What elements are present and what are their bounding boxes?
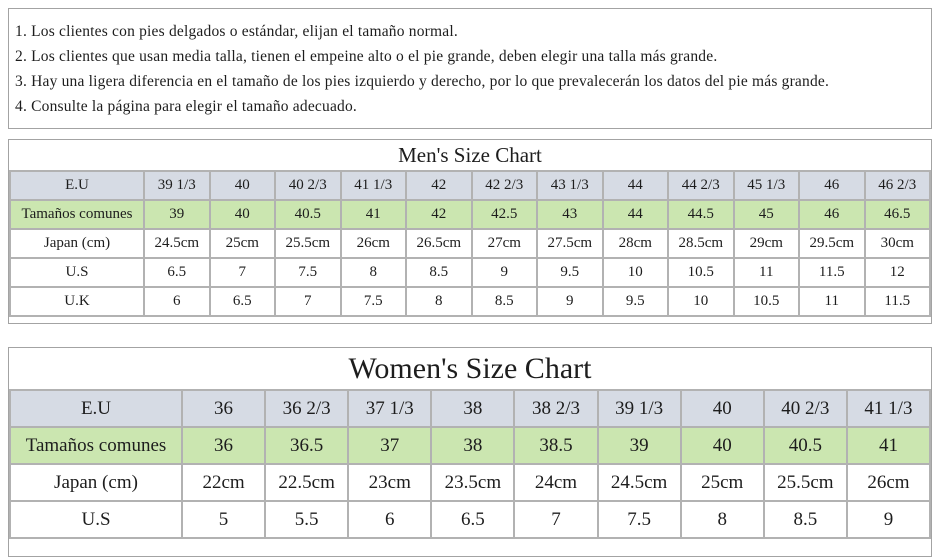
sizing-notes-box [8,8,932,129]
size-cell: 7.5 [598,501,681,538]
table-row [10,427,930,464]
size-cell: 25cm [681,464,764,501]
row-label: Tamaños comunes [10,427,182,464]
size-cell: 7 [275,287,341,316]
size-cell: 5.5 [265,501,348,538]
row-label: U.K [10,287,144,316]
size-cell: 45 1/3 [734,171,800,200]
size-cell: 37 [348,427,431,464]
size-cell: 10 [668,287,734,316]
size-cell: 40 [210,171,276,200]
size-cell: 6.5 [210,287,276,316]
row-label: U.S [10,501,182,538]
size-cell: 8.5 [472,287,538,316]
size-cell: 38 2/3 [514,390,597,427]
size-cell: 23cm [348,464,431,501]
note-line: 4. Consulte la página para elegir el tamaño adecuado. [15,98,357,115]
size-cell: 36 2/3 [265,390,348,427]
size-cell: 38 [431,390,514,427]
size-cell: 11.5 [799,258,865,287]
size-cell: 42 [406,171,472,200]
size-cell: 11 [734,258,800,287]
table-row [10,200,930,229]
size-cell: 36.5 [265,427,348,464]
size-cell: 27cm [472,229,538,258]
size-cell: 46.5 [865,200,931,229]
size-cell: 6.5 [144,258,210,287]
row-label: E.U [10,171,144,200]
size-cell: 39 1/3 [598,390,681,427]
size-cell: 6 [348,501,431,538]
size-cell: 10 [603,258,669,287]
size-cell: 26cm [341,229,407,258]
size-cell: 46 [799,200,865,229]
size-cell: 38 [431,427,514,464]
size-cell: 30cm [865,229,931,258]
size-cell: 39 1/3 [144,171,210,200]
size-cell: 40 [681,390,764,427]
size-cell: 8.5 [406,258,472,287]
womens-size-chart-section [8,347,932,557]
size-cell: 24.5cm [144,229,210,258]
size-cell: 28.5cm [668,229,734,258]
row-label: Japan (cm) [10,229,144,258]
size-cell: 44 2/3 [668,171,734,200]
size-cell: 41 [341,200,407,229]
size-cell: 40.5 [764,427,847,464]
size-cell: 44.5 [668,200,734,229]
size-cell: 8 [681,501,764,538]
size-cell: 22.5cm [265,464,348,501]
size-cell: 26.5cm [406,229,472,258]
size-cell: 36 [182,427,265,464]
size-cell: 42 2/3 [472,171,538,200]
size-cell: 42 [406,200,472,229]
size-cell: 12 [865,258,931,287]
size-cell: 37 1/3 [348,390,431,427]
size-cell: 41 1/3 [847,390,930,427]
size-cell: 8.5 [764,501,847,538]
size-cell: 29.5cm [799,229,865,258]
size-cell: 8 [341,258,407,287]
size-cell: 43 1/3 [537,171,603,200]
size-cell: 9.5 [537,258,603,287]
size-cell: 43 [537,200,603,229]
size-cell: 7 [514,501,597,538]
note-line: 2. Los clientes que usan media talla, tienen el empeine alto o el pie grande, deben elegir una talla más grande. [15,48,718,65]
size-cell: 6 [144,287,210,316]
size-cell: 7.5 [275,258,341,287]
size-cell: 7.5 [341,287,407,316]
size-cell: 10.5 [668,258,734,287]
table-row [10,229,930,258]
size-cell: 36 [182,390,265,427]
mens-chart-title: Men's Size Chart [398,143,542,167]
table-row [10,171,930,200]
womens-size-table [9,389,931,539]
size-cell: 8 [406,287,472,316]
table-row [10,390,930,427]
size-cell: 11 [799,287,865,316]
size-cell: 39 [144,200,210,229]
note-line: 1. Los clientes con pies delgados o estándar, elijan el tamaño normal. [15,23,458,40]
size-cell: 38.5 [514,427,597,464]
table-row [10,287,930,316]
size-cell: 42.5 [472,200,538,229]
size-cell: 40 [681,427,764,464]
size-cell: 40 2/3 [764,390,847,427]
size-cell: 7 [210,258,276,287]
row-label: Japan (cm) [10,464,182,501]
size-cell: 24cm [514,464,597,501]
size-cell: 44 [603,200,669,229]
size-cell: 45 [734,200,800,229]
size-cell: 6.5 [431,501,514,538]
size-cell: 40.5 [275,200,341,229]
mens-size-table [9,170,931,317]
size-cell: 24.5cm [598,464,681,501]
size-cell: 9 [847,501,930,538]
size-cell: 41 [847,427,930,464]
table-row [10,501,930,538]
size-cell: 25cm [210,229,276,258]
size-cell: 25.5cm [764,464,847,501]
note-line: 3. Hay una ligera diferencia en el tamaño de los pies izquierdo y derecho, por lo que prevalecerán los datos del pie más grande. [15,73,830,90]
size-cell: 25.5cm [275,229,341,258]
table-row [10,464,930,501]
row-label: Tamaños comunes [10,200,144,229]
size-cell: 44 [603,171,669,200]
size-cell: 5 [182,501,265,538]
size-cell: 9 [537,287,603,316]
size-cell: 22cm [182,464,265,501]
size-cell: 40 [210,200,276,229]
size-cell: 27.5cm [537,229,603,258]
row-label: E.U [10,390,182,427]
size-cell: 29cm [734,229,800,258]
size-cell: 9.5 [603,287,669,316]
size-cell: 10.5 [734,287,800,316]
size-cell: 41 1/3 [341,171,407,200]
row-label: U.S [10,258,144,287]
size-cell: 39 [598,427,681,464]
mens-size-chart-section [8,139,932,324]
size-cell: 9 [472,258,538,287]
size-cell: 40 2/3 [275,171,341,200]
size-cell: 11.5 [865,287,931,316]
size-cell: 46 2/3 [865,171,931,200]
size-cell: 23.5cm [431,464,514,501]
table-row [10,258,930,287]
womens-chart-title: Women's Size Chart [348,352,592,385]
size-cell: 46 [799,171,865,200]
size-cell: 28cm [603,229,669,258]
size-cell: 26cm [847,464,930,501]
